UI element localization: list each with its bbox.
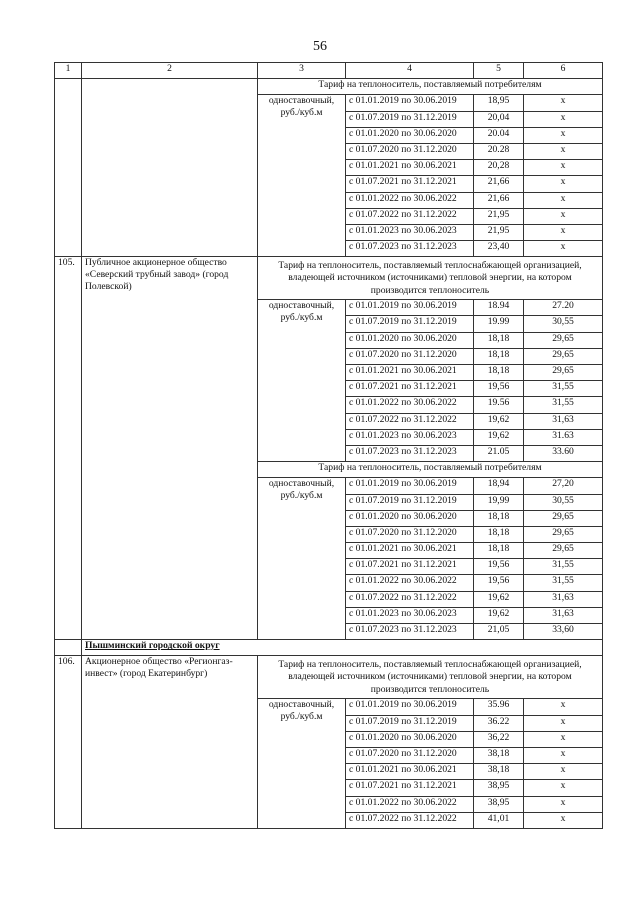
- period-cell: с 01.01.2022 по 30.06.2022: [346, 796, 474, 812]
- entry-number: 106.: [55, 656, 82, 829]
- unit-label: одноставочный, руб./куб.м: [258, 478, 346, 640]
- period-cell: с 01.07.2021 по 31.12.2021: [346, 381, 474, 397]
- unit-label: одноставочный, руб./куб.м: [258, 95, 346, 257]
- value-col5: 18,18: [474, 332, 524, 348]
- value-col6: 30,55: [524, 494, 603, 510]
- period-cell: с 01.01.2019 по 30.06.2019: [346, 300, 474, 316]
- period-cell: с 01.01.2022 по 30.06.2022: [346, 575, 474, 591]
- value-col5: 19.99: [474, 316, 524, 332]
- value-col6: x: [524, 715, 603, 731]
- value-col5: 38,95: [474, 796, 524, 812]
- value-col6: 31,63: [524, 413, 603, 429]
- value-col6: 29,65: [524, 510, 603, 526]
- period-cell: с 01.01.2021 по 30.06.2021: [346, 764, 474, 780]
- value-col5: 19,62: [474, 591, 524, 607]
- period-cell: с 01.01.2020 по 30.06.2020: [346, 731, 474, 747]
- value-col5: 21.05: [474, 445, 524, 461]
- value-col5: 23,40: [474, 241, 524, 257]
- tariff-title-row: [55, 656, 603, 699]
- unit-label: одноставочный, руб./куб.м: [258, 699, 346, 829]
- value-col6: 29,65: [524, 543, 603, 559]
- value-col6: 31,63: [524, 591, 603, 607]
- value-col5: 21,05: [474, 624, 524, 640]
- value-col6: 31,63: [524, 607, 603, 623]
- value-col5: 19,56: [474, 381, 524, 397]
- period-cell: с 01.01.2019 по 30.06.2019: [346, 95, 474, 111]
- col-header-6: 6: [524, 63, 603, 79]
- value-col6: x: [524, 95, 603, 111]
- value-col5: 19,62: [474, 429, 524, 445]
- value-col5: 18,95: [474, 95, 524, 111]
- value-col5: 20,04: [474, 111, 524, 127]
- tariff-title: Тариф на теплоноситель, поставляемый теплоснабжающей организацией, владеющей источником (источниками) тепловой энергии, на котором производится теплоноситель: [258, 656, 603, 699]
- value-col5: 18,18: [474, 526, 524, 542]
- period-cell: с 01.07.2021 по 31.12.2021: [346, 559, 474, 575]
- period-cell: с 01.01.2022 по 30.06.2022: [346, 192, 474, 208]
- unit-label: одноставочный, руб./куб.м: [258, 300, 346, 462]
- period-cell: с 01.01.2022 по 30.06.2022: [346, 397, 474, 413]
- period-cell: с 01.07.2020 по 31.12.2020: [346, 747, 474, 763]
- value-col5: 36,22: [474, 731, 524, 747]
- value-col6: x: [524, 208, 603, 224]
- period-cell: с 01.07.2020 по 31.12.2020: [346, 348, 474, 364]
- period-cell: с 01.01.2020 по 30.06.2020: [346, 127, 474, 143]
- period-cell: с 01.07.2023 по 31.12.2023: [346, 624, 474, 640]
- period-cell: с 01.07.2022 по 31.12.2022: [346, 208, 474, 224]
- period-cell: с 01.01.2023 по 30.06.2023: [346, 607, 474, 623]
- value-col6: x: [524, 747, 603, 763]
- value-col5: 18,18: [474, 510, 524, 526]
- value-col6: 29,65: [524, 365, 603, 381]
- tariff-table-body: [55, 63, 603, 829]
- blank-org-cell: [82, 79, 258, 257]
- value-col6: 31,55: [524, 575, 603, 591]
- value-col5: 18,94: [474, 478, 524, 494]
- value-col6: x: [524, 143, 603, 159]
- value-col6: 27.20: [524, 300, 603, 316]
- value-col6: 27,20: [524, 478, 603, 494]
- value-col5: 21,66: [474, 176, 524, 192]
- blank-num-cell: [55, 79, 82, 257]
- period-cell: с 01.01.2019 по 30.06.2019: [346, 478, 474, 494]
- value-col5: 20.04: [474, 127, 524, 143]
- period-cell: с 01.01.2023 по 30.06.2023: [346, 224, 474, 240]
- value-col6: 29,65: [524, 332, 603, 348]
- value-col5: 19,56: [474, 575, 524, 591]
- value-col6: 31.63: [524, 429, 603, 445]
- value-col5: 18,18: [474, 543, 524, 559]
- value-col6: x: [524, 127, 603, 143]
- value-col5: 36.22: [474, 715, 524, 731]
- period-cell: с 01.01.2021 по 30.06.2021: [346, 543, 474, 559]
- org-name: Акционерное общество «Регионгаз-инвест» (город Екатеринбург): [82, 656, 258, 829]
- tariff-title: Тариф на теплоноситель, поставляемый потребителям: [258, 462, 603, 478]
- value-col6: 29,65: [524, 348, 603, 364]
- period-cell: с 01.01.2021 по 30.06.2021: [346, 160, 474, 176]
- col-header-4: 4: [346, 63, 474, 79]
- column-header-row: [55, 63, 603, 79]
- col-header-2: 2: [82, 63, 258, 79]
- period-cell: с 01.07.2023 по 31.12.2023: [346, 445, 474, 461]
- value-col6: x: [524, 224, 603, 240]
- value-col6: x: [524, 111, 603, 127]
- period-cell: с 01.07.2020 по 31.12.2020: [346, 143, 474, 159]
- col-header-5: 5: [474, 63, 524, 79]
- value-col5: 21,95: [474, 208, 524, 224]
- tariff-title: Тариф на теплоноситель, поставляемый теплоснабжающей организацией, владеющей источником (источниками) тепловой энергии, на котором производится теплоноситель: [258, 257, 603, 300]
- value-col5: 20.28: [474, 143, 524, 159]
- value-col6: 31,55: [524, 381, 603, 397]
- tariff-table: [54, 62, 603, 829]
- value-col5: 38,18: [474, 747, 524, 763]
- value-col6: x: [524, 731, 603, 747]
- period-cell: с 01.01.2021 по 30.06.2021: [346, 365, 474, 381]
- period-cell: с 01.07.2019 по 31.12.2019: [346, 316, 474, 332]
- period-cell: с 01.07.2022 по 31.12.2022: [346, 812, 474, 828]
- value-col5: 38,95: [474, 780, 524, 796]
- value-col5: 18,18: [474, 365, 524, 381]
- value-col5: 21,66: [474, 192, 524, 208]
- period-cell: с 01.01.2020 по 30.06.2020: [346, 510, 474, 526]
- value-col5: 18,18: [474, 348, 524, 364]
- value-col5: 20,28: [474, 160, 524, 176]
- tariff-title: Тариф на теплоноситель, поставляемый потребителям: [258, 79, 603, 95]
- org-name: Публичное акционерное общество «Северский трубный завод» (город Полевской): [82, 257, 258, 640]
- period-cell: с 01.07.2019 по 31.12.2019: [346, 494, 474, 510]
- period-cell: с 01.07.2023 по 31.12.2023: [346, 241, 474, 257]
- region-num-cell: [55, 640, 82, 656]
- value-col6: x: [524, 160, 603, 176]
- entry-number: 105.: [55, 257, 82, 640]
- period-cell: с 01.01.2019 по 30.06.2019: [346, 699, 474, 715]
- period-cell: с 01.01.2020 по 30.06.2020: [346, 332, 474, 348]
- value-col5: 19,56: [474, 559, 524, 575]
- period-cell: с 01.07.2019 по 31.12.2019: [346, 715, 474, 731]
- value-col6: 33,60: [524, 624, 603, 640]
- value-col6: 33.60: [524, 445, 603, 461]
- period-cell: с 01.07.2021 по 31.12.2021: [346, 780, 474, 796]
- value-col6: x: [524, 780, 603, 796]
- value-col5: 19.56: [474, 397, 524, 413]
- value-col5: 19,62: [474, 413, 524, 429]
- region-name: Пышминский городской округ: [82, 640, 603, 656]
- period-cell: с 01.01.2023 по 30.06.2023: [346, 429, 474, 445]
- value-col6: x: [524, 812, 603, 828]
- period-cell: с 01.07.2022 по 31.12.2022: [346, 413, 474, 429]
- value-col6: x: [524, 699, 603, 715]
- tariff-title-row: [55, 257, 603, 300]
- period-cell: с 01.07.2022 по 31.12.2022: [346, 591, 474, 607]
- col-header-3: 3: [258, 63, 346, 79]
- value-col5: 18.94: [474, 300, 524, 316]
- value-col6: x: [524, 241, 603, 257]
- region-row: [55, 640, 603, 656]
- tariff-title-row: [55, 79, 603, 95]
- value-col5: 35.96: [474, 699, 524, 715]
- value-col5: 19,99: [474, 494, 524, 510]
- value-col6: 29,65: [524, 526, 603, 542]
- value-col6: 31,55: [524, 559, 603, 575]
- value-col5: 38,18: [474, 764, 524, 780]
- value-col5: 19,62: [474, 607, 524, 623]
- value-col6: x: [524, 176, 603, 192]
- value-col6: x: [524, 192, 603, 208]
- page-number: 56: [313, 39, 327, 54]
- value-col6: x: [524, 764, 603, 780]
- value-col5: 21,95: [474, 224, 524, 240]
- period-cell: с 01.07.2021 по 31.12.2021: [346, 176, 474, 192]
- value-col6: 31,55: [524, 397, 603, 413]
- value-col6: 30,55: [524, 316, 603, 332]
- period-cell: с 01.07.2020 по 31.12.2020: [346, 526, 474, 542]
- value-col6: x: [524, 796, 603, 812]
- col-header-1: 1: [55, 63, 82, 79]
- period-cell: с 01.07.2019 по 31.12.2019: [346, 111, 474, 127]
- value-col5: 41,01: [474, 812, 524, 828]
